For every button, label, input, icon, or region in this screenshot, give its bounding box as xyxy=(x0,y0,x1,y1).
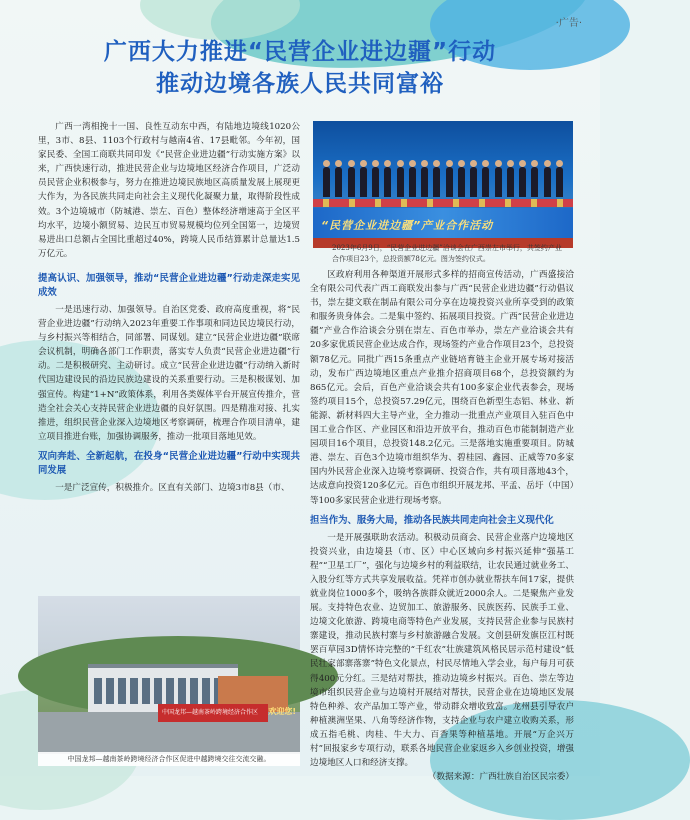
signing-ceremony-photo xyxy=(313,121,573,248)
article-title xyxy=(0,36,600,100)
banner-text: “民营企业进边疆”产业合作活动 xyxy=(321,219,494,232)
section2-continued-body: 区政府利用各种渠道开展形式多样的招商宣传活动，广西盛接洽全有限公司代表广西工商联发出参与广西“民营企业进边疆”行动倡议书，崇左捷文联在制品有限公司分享在边境投资兴业所享受到的政策和服务贵身体会。二是集中签约、拓展项目投资。广西“民营企业进边疆”产业合作洽谈会分别在崇左、百色市举办，崇左产业洽谈会共有20多家优质民营企业达成合作，现场签约产业合作项目23个，总投资额78亿元。同批广西15条重点产业链培育链主企业开展专场对接活动，发布广西边境地区重点产业推介招商项目68个，总投资额约为865亿元。会后，百色产业洽谈会共有100多家企业代表参会，现场签约项目15个，总投资57.29亿元，围绕百色新型生态铝、林业、新能源、新材料四大主导产业，全力推动一批重点产业项目入驻百色中国工业合作区、产业园区和沿边开放平台，推动百色市能制制造产业园项目16个项目，总投资148.2亿元。三是落地实施重要项目。防城港、崇左、百色3个边境市组织华为、碧桂园、鑫园、正威等70多家国内外民营企业深入边境考察调研、投资合作，共有项目落地43个，达成意向投资120多亿元。百色市组织开展龙邦、平孟、岳圩（中国）等100多家民营企业进行现场考察。 xyxy=(310,270,574,506)
intro-column xyxy=(38,120,300,261)
section2-body: 一是广泛宣传，积极推介。区直有关部门、边境3市8县（市、 xyxy=(55,482,290,493)
welcome-sign: 欢迎您! xyxy=(268,707,296,716)
flower-row xyxy=(313,199,573,207)
left-column xyxy=(38,266,300,495)
intro-paragraph: 广西一湾相挽十一国、良性互动东中西，有陆地边境线1020公里，3市、8县、1103个行政村与越南4省、17县毗邻。今年初，国家民委、全国工商联共同印发《“民营企业进边疆”行动实施方案》以来，广西快速行动，推进民营企业与边境地区经济合作项目，广泛动员民营企业积极参与，努力在推进边境民族地区高质量发展上展现更大作为，为各民族共同走向社会主义现代化凝聚力量，取得阶段性成效。3个边境城市（防城港、崇左、百色）整体经济增速高于全区平均水平，边境小额贸易、边民互市贸易规模均位列全国第一，边境贸易进出口总额占全国比重超过40%，跨境人民币结算累计总量达1.5万亿元。 xyxy=(38,122,300,259)
economic-zone-photo xyxy=(38,596,300,754)
section1-body: 一是迅速行动、加强领导。自治区党委、政府高度重视，将“民营企业进边疆”行动纳入2023年重要工作事项和同边民边境民行动，与乡村振兴等相结合，同部署、同谋划。建立“民营企业进边疆”联席会议机制，明确各部门工作职责，落实专人负责“民营企业进边疆”行动。二是积极研究、主动研讨。成立“民营企业进边疆”行动纳入新时代国边建设民的沿边民族边建设的关系重要行动。三是积极谋划、加强宣传。构建“1+N”政策体系，利用各类媒体平台开展宣传推介，营造全社会关心支持民营企业进边疆的良好氛围。四是精准对接、扎实推进，组织民营企业深入边境地区考察调研，梳理合作项目清单，建立项目推进台账，加强协调服务，推动一批项目落地见效。 xyxy=(38,305,300,442)
section3-heading: 担当作为、服务大局，推动各民族共同走向社会主义现代化 xyxy=(310,514,554,526)
title-line-1: 广西大力推进“民营企业进边疆”行动 xyxy=(103,39,497,65)
section1-heading: 提高认识、加强领导，推动“民营企业进边疆”行动走深走实见成效 xyxy=(38,273,300,298)
right-column xyxy=(310,268,574,784)
zone-sign: 中国龙邦—越南茶岭跨境经济合作区 xyxy=(158,704,268,722)
ad-label: ·广告· xyxy=(555,18,582,29)
section3-body: 一是开展强联助农活动。积极动员商会、民营企业落户边境地区投资兴业，由边境县（市、区）中心区域向乡村振兴延伸“强基工程”“卫星工厂”，强化与边境乡村的利益联结，让农民通过就业务工、入股分红等方式共享发展收益。凭祥市创办就业帮扶车间17家，提供就业岗位1000多个，吸纳各族群众就近2000余人。二是聚焦产业发展。支持特色农业、边贸加工、旅游服务、民族医药、民族手工业、边境文化旅游、跨境电商等特色产业发展，支持民营企业参与民族村寨建设，推动民族村寨与乡村旅游融合发展。文创县研发旗臣江村既罢百草园3D情怀诗完整的“千红农”壮族建筑风格民居示范村建设“低民壮家部寨落寨”特色文化景点，村民尽情地入学会业，每户每月可获得400元分红。三是结对帮扶，推动边境乡村振兴。百色、崇左等边境市组织民营企业与边境村开展结对帮扶，民营企业在边境地区发展特色种养、农产品加工等产业，带动群众增收致富。龙州县引导农户种植澳洲坚果、八角等经济作物，支持企业与农户建立收购关系，形成五指毛桃、肉桂、牛大力、百香果等种植基地。开展“万企兴万村”回报家乡专项行动，联系各地民营企业家返乡入乡创业投资，增强边境地区人口和经济支撑。 xyxy=(310,532,574,769)
data-source: （数据来源：广西壮族自治区民宗委） xyxy=(427,772,574,783)
people-row xyxy=(323,161,563,197)
section2-heading: 双向奔赴、全新起航，在投身“民营企业进边疆”行动中实现共同发展 xyxy=(38,450,300,476)
title-line-2: 推动边境各族人民共同富裕 xyxy=(156,71,444,97)
photo1-caption: 2023年6月9日，“民营企业进边疆”洽谈会在广西崇左市举行，共签约产业合作项目23个，总投资额78亿元。图为签约仪式。 xyxy=(332,244,562,263)
photo2-caption: 中国龙邦—越南茶岭跨境经济合作区促进中越跨境交往交流交融。 xyxy=(38,752,300,766)
